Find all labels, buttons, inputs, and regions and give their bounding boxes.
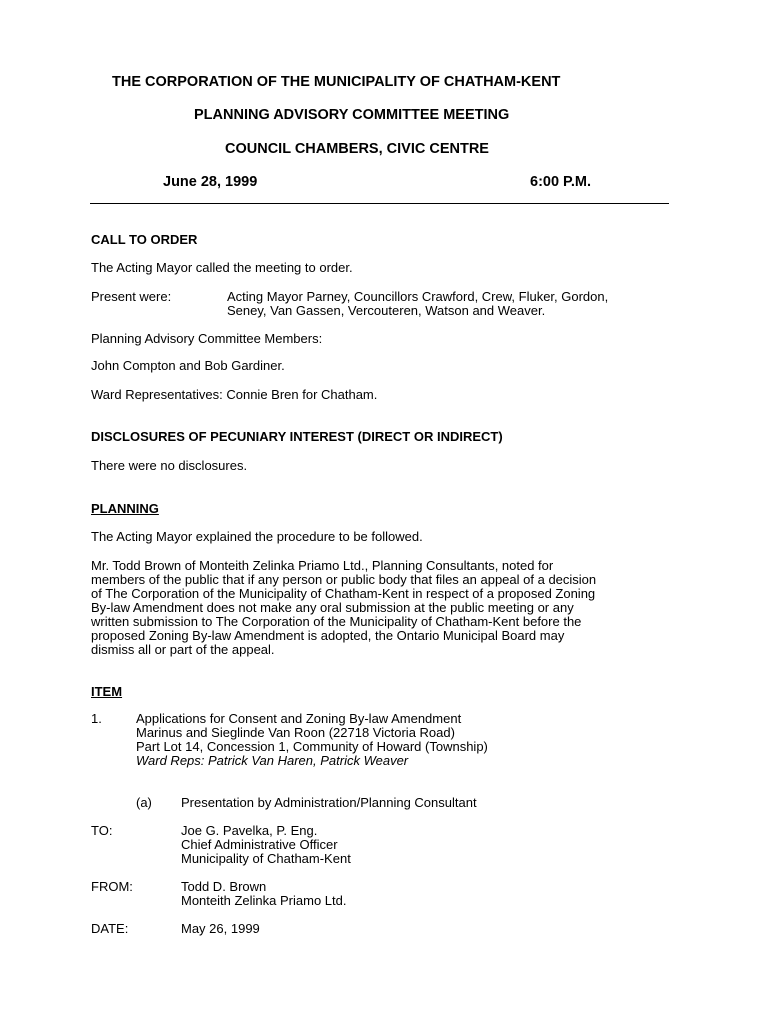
meeting-title: PLANNING ADVISORY COMMITTEE MEETING	[194, 107, 510, 123]
item-heading: ITEM	[91, 684, 123, 699]
memo-from-line: Todd D. Brown	[181, 879, 267, 894]
memo-date: May 26, 1999	[181, 921, 260, 936]
present-line: Seney, Van Gassen, Vercouteren, Watson and Weaver.	[227, 303, 546, 318]
present-line: Acting Mayor Parney, Councillors Crawford, Crew, Fluker, Gordon,	[227, 289, 609, 304]
present-label: Present were:	[91, 289, 172, 304]
memo-from-label: FROM:	[91, 879, 133, 894]
meeting-time: 6:00 P.M.	[530, 174, 591, 190]
planning-paragraph-line: Mr. Todd Brown of Monteith Zelinka Priamo Ltd., Planning Consultants, noted for	[91, 558, 554, 573]
memo-to-line: Municipality of Chatham-Kent	[181, 851, 351, 866]
planning-paragraph-line: By-law Amendment does not make any oral submission at the public meeting or any	[91, 600, 574, 615]
call-to-order-heading: CALL TO ORDER	[91, 232, 198, 247]
planning-paragraph-line: of The Corporation of the Municipality of Chatham-Kent in respect of a proposed Zoning	[91, 586, 596, 601]
item-number: 1.	[91, 711, 102, 726]
header-divider	[90, 203, 669, 204]
planning-intro: The Acting Mayor explained the procedure to be followed.	[91, 529, 423, 544]
pac-members-label: Planning Advisory Committee Members:	[91, 331, 323, 346]
planning-paragraph-line: written submission to The Corporation of the Municipality of Chatham-Kent before the	[91, 614, 582, 629]
item-sub-label: (a)	[136, 795, 152, 810]
ward-representatives: Ward Representatives: Connie Bren for Chatham.	[91, 387, 378, 402]
planning-paragraph-line: members of the public that if any person or public body that files an appeal of a decision	[91, 572, 597, 587]
memo-to-line: Chief Administrative Officer	[181, 837, 338, 852]
disclosures-text: There were no disclosures.	[91, 458, 248, 473]
item-ward-reps: Ward Reps: Patrick Van Haren, Patrick Weaver	[136, 753, 409, 768]
location-title: COUNCIL CHAMBERS, CIVIC CENTRE	[225, 141, 489, 157]
pac-members: John Compton and Bob Gardiner.	[91, 358, 285, 373]
memo-to-line: Joe G. Pavelka, P. Eng.	[181, 823, 318, 838]
meeting-date: June 28, 1999	[163, 174, 258, 190]
call-to-order-text: The Acting Mayor called the meeting to order.	[91, 260, 353, 275]
item-line: Applications for Consent and Zoning By-law Amendment	[136, 711, 462, 726]
planning-paragraph-line: proposed Zoning By-law Amendment is adopted, the Ontario Municipal Board may	[91, 628, 565, 643]
planning-heading: PLANNING	[91, 501, 159, 516]
memo-to-label: TO:	[91, 823, 113, 838]
item-line: Marinus and Sieglinde Van Roon (22718 Victoria Road)	[136, 725, 455, 740]
org-title: THE CORPORATION OF THE MUNICIPALITY OF CHATHAM-KENT	[112, 74, 561, 90]
item-sub-text: Presentation by Administration/Planning Consultant	[181, 795, 477, 810]
planning-paragraph-line: dismiss all or part of the appeal.	[91, 642, 275, 657]
disclosures-heading: DISCLOSURES OF PECUNIARY INTEREST (DIRECT OR INDIRECT)	[91, 429, 503, 444]
item-line: Part Lot 14, Concession 1, Community of Howard (Township)	[136, 739, 488, 754]
memo-date-label: DATE:	[91, 921, 129, 936]
memo-from-line: Monteith Zelinka Priamo Ltd.	[181, 893, 347, 908]
